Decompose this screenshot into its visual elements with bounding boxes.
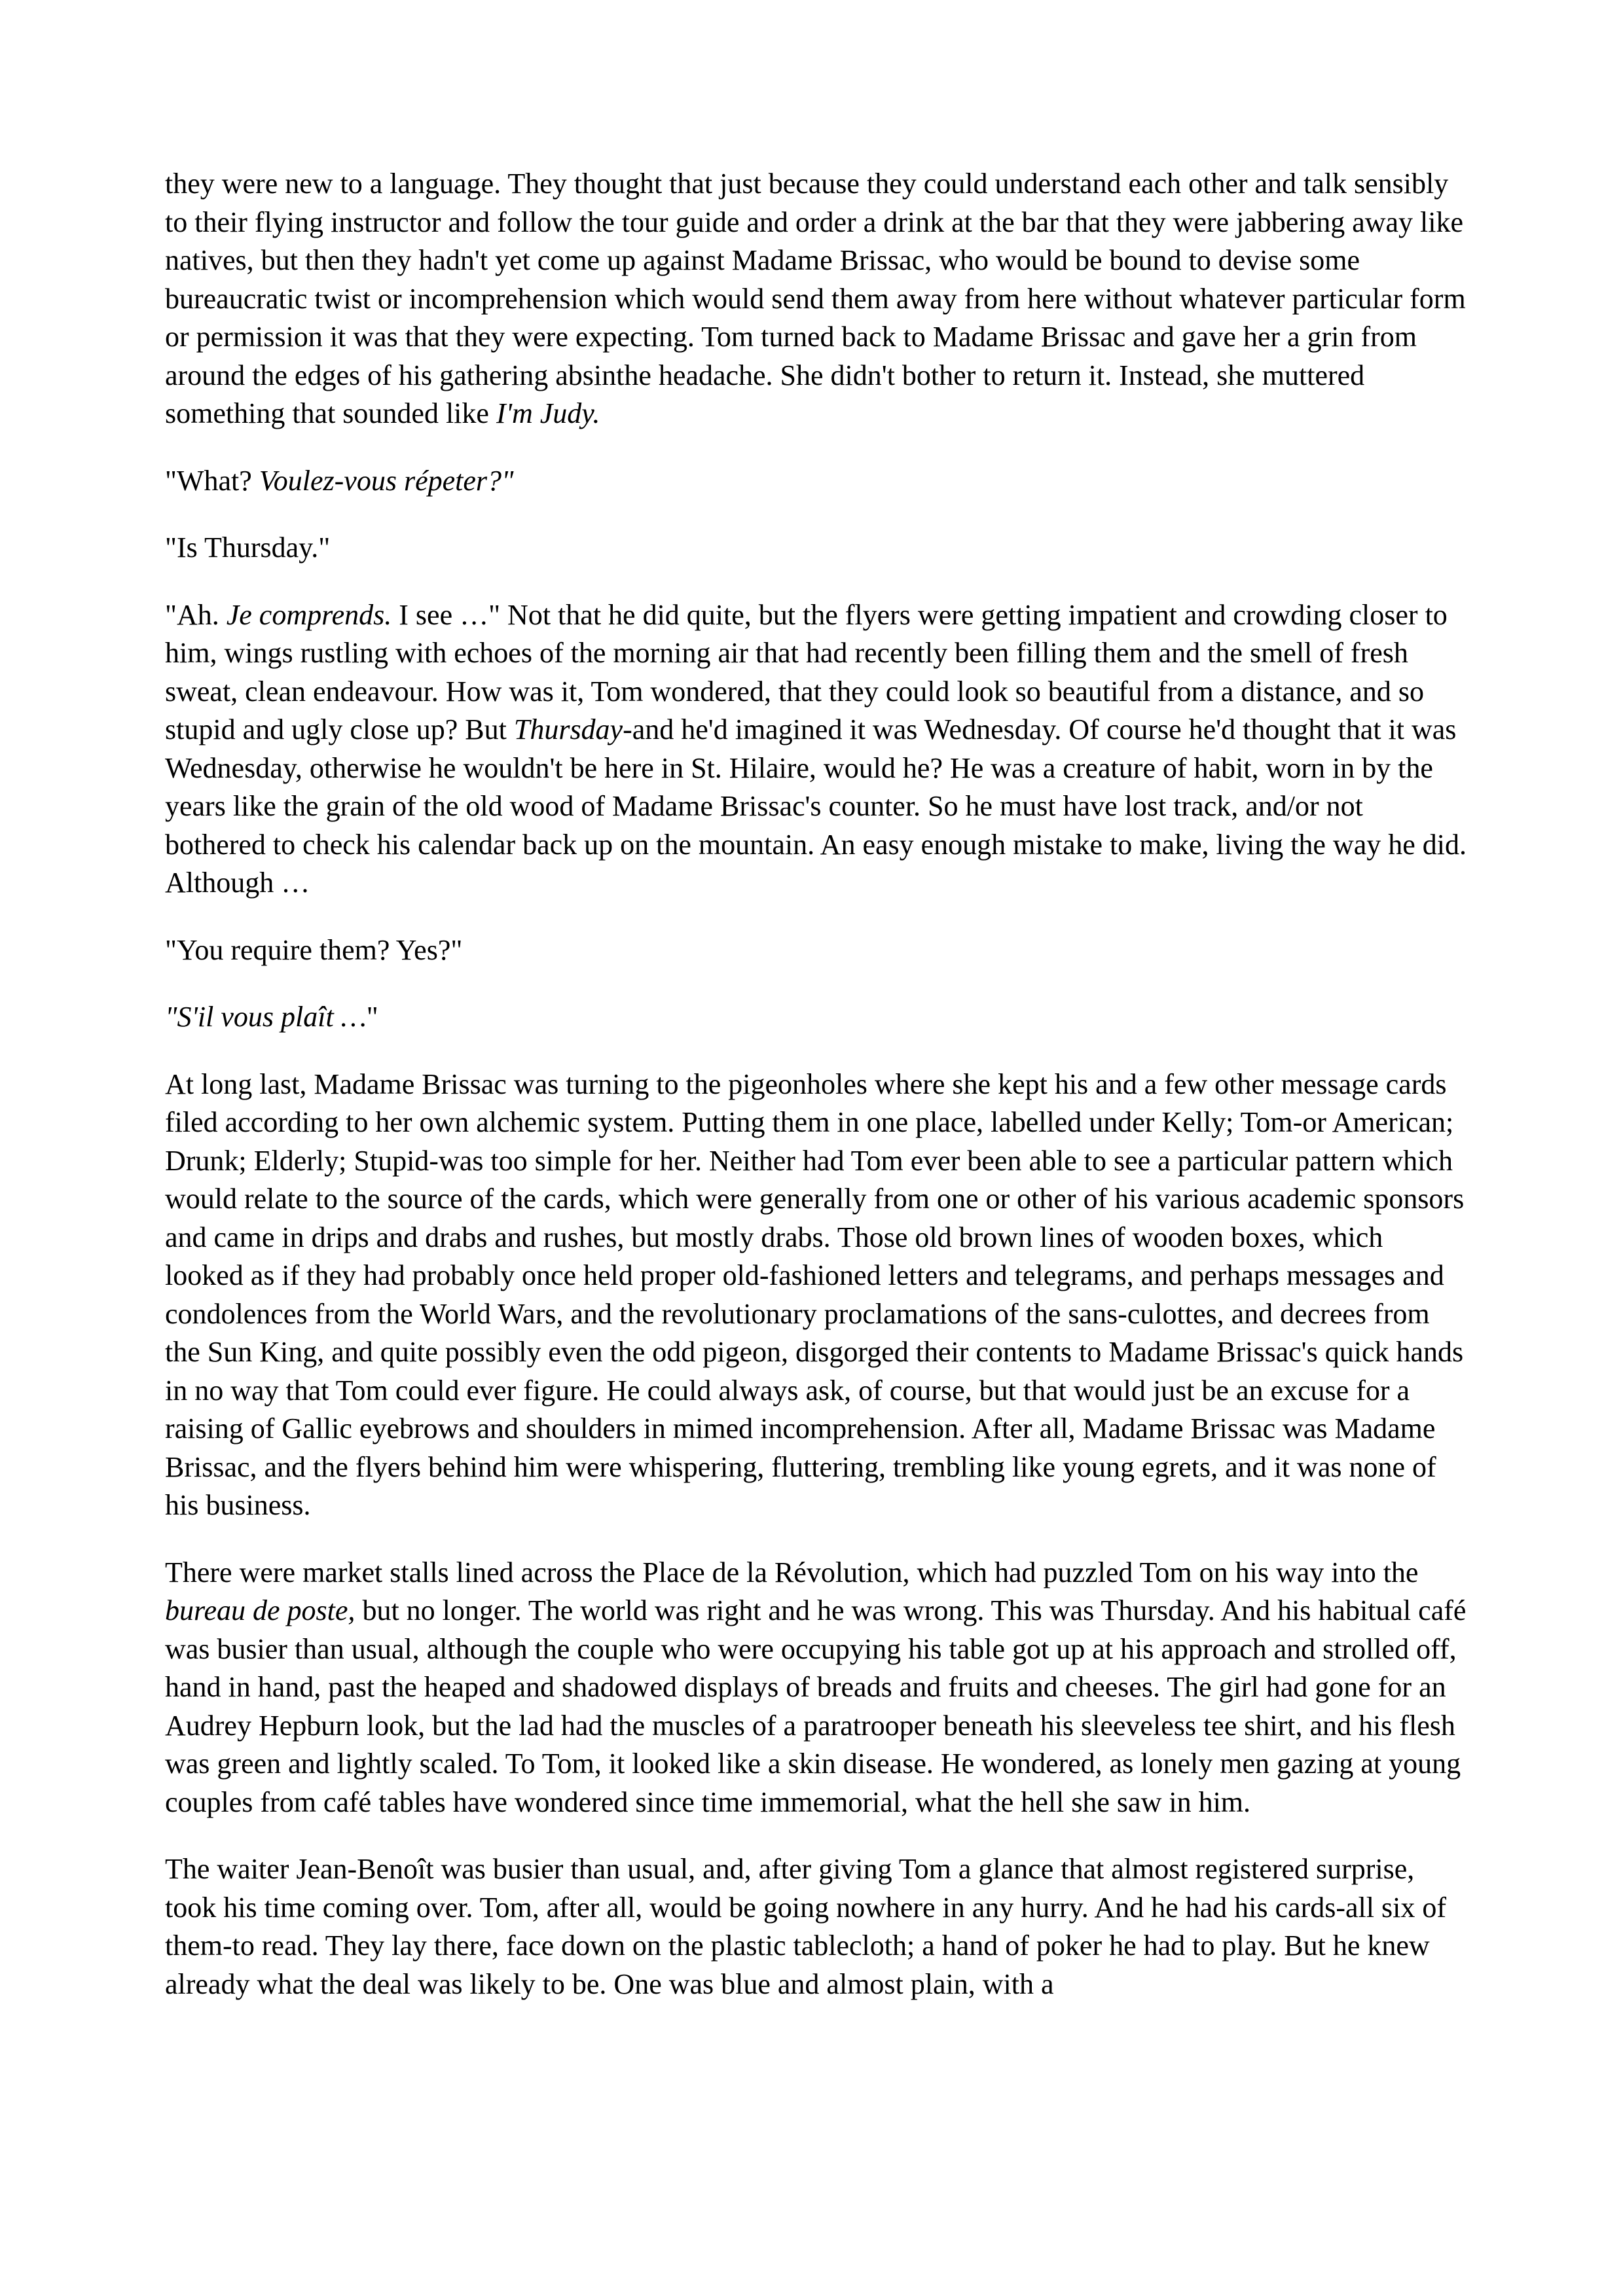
paragraph [165, 529, 1468, 567]
italic-run: "S'il vous plaît … [165, 1001, 367, 1033]
paragraph [165, 1554, 1468, 1822]
italic-run: Thursday [513, 713, 623, 745]
text-run: At long last, Madame Brissac was turning to the pigeonholes where she kept his and a few other message cards filed according to her own alchemic system. Putting them in one place, labelled under Kelly; Tom-or American; Drunk; Elderly; Stupid-was too simple for her. Neither had Tom ever been able to see a particular pattern which would relate to the source of the cards, which were generally from one or other of his various academic sponsors and came in drips and drabs and rushes, but mostly drabs. Those old brown lines of wooden boxes, which looked as if they had probably once held proper old-fashioned letters and telegrams, and perhaps messages and condolences from the World Wars, and the revolutionary proclamations of the sans-culottes, and decrees from the Sun King, and quite possibly even the odd pigeon, disgorged their contents to Madame Brissac's quick hands in no way that Tom could ever figure. He could always ask, of course, but that would just be an excuse for a raising of Gallic eyebrows and shoulders in mimed incomprehension. After all, Madame Brissac was Madame Brissac, and the flyers behind him were whispering, fluttering, trembling like young egrets, and it was none of his business. [165, 1067, 1465, 1521]
text-run: "What? [165, 464, 259, 497]
paragraph [165, 1066, 1468, 1525]
text-run: "Is Thursday." [165, 531, 331, 564]
body-text [165, 165, 1468, 2003]
paragraph [165, 931, 1468, 970]
text-run: "You require them? Yes?" [165, 933, 463, 966]
paragraph [165, 998, 1468, 1037]
paragraph [165, 1850, 1468, 2003]
text-run: There were market stalls lined across the Place de la Révolution, which had puzzled Tom on his way into the [165, 1556, 1419, 1588]
italic-run: Voulez-vous répeter?" [259, 464, 514, 497]
paragraph [165, 462, 1468, 501]
text-run: I see …" Not that he did quite, but the flyers were getting impatient and crowding closer to him, wings rustling with echoes of the morning air that had recently been filling them and the smell of fresh sweat, clean endeavour. How was it, Tom wondered, that they could look so beautiful from a distance, and so stupid and ugly close up? But [165, 598, 1448, 745]
italic-run: Je comprends. [226, 598, 392, 631]
text-run: " [366, 1001, 378, 1033]
paragraph [165, 596, 1468, 903]
italic-run: bureau de poste, [165, 1594, 356, 1626]
text-run: they were new to a language. They thought that just because they could understand each other and talk sensibly to their flying instructor and follow the tour guide and order a drink at the bar that they were jabbering away like natives, but then they hadn't yet come up against Madame Brissac, who would be bound to devise some bureaucratic twist or incomprehension which would send them away from here without whatever particular form or permission it was that they were expecting. Tom turned back to Madame Brissac and gave her a grin from around the edges of his gathering absinthe headache. She didn't bother to return it. Instead, she muttered something that sounded like [165, 168, 1466, 429]
text-run: The waiter Jean-Benoît was busier than usual, and, after giving Tom a glance that almost registered surprise, took his time coming over. Tom, after all, would be going nowhere in any hurry. And he had his cards-all six of them-to read. They lay there, face down on the plastic tablecloth; a hand of poker he had to play. But he knew already what the deal was likely to be. One was blue and almost plain, with a [165, 1853, 1446, 2000]
italic-run: I'm Judy. [496, 397, 600, 429]
text-run: -and he'd imagined it was Wednesday. Of course he'd thought that it was Wednesday, otherwise he wouldn't be here in St. Hilaire, would he? He was a creature of habit, worn in by the years like the grain of the old wood of Madame Brissac's counter. So he must have lost track, and/or not bothered to check his calendar back up on the mountain. An easy enough mistake to make, living the way he did. Although … [165, 713, 1467, 899]
paragraph [165, 165, 1468, 433]
text-run: but no longer. The world was right and he was wrong. This was Thursday. And his habitual café was busier than usual, although the couple who were occupying his table got up at his approach and strolled off, hand in hand, past the heaped and shadowed displays of breads and fruits and cheeses. The girl had gone for an Audrey Hepburn look, but the lad had the muscles of a paratrooper beneath his sleeveless tee shirt, and his flesh was green and lightly scaled. To Tom, it looked like a skin disease. He wondered, as lonely men gazing at young couples from café tables have wondered since time immemorial, what the hell she saw in him. [165, 1594, 1467, 1818]
text-run: "Ah. [165, 598, 227, 631]
